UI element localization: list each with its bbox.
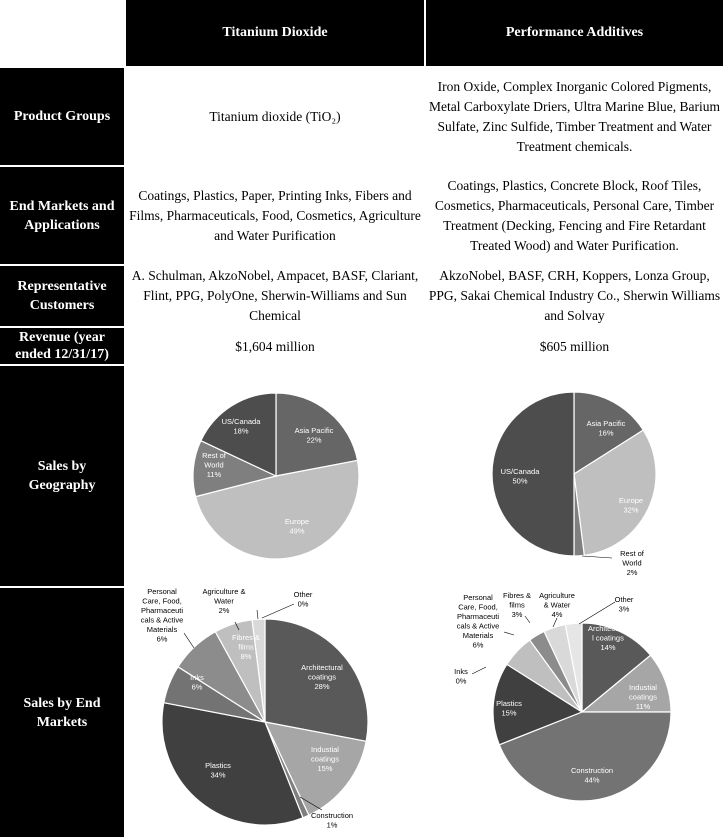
pie-label-row: Rest of World 2% (620, 549, 644, 577)
pie-label-personal: Personal Care, Food, Pharmaceuti cals & Active Materials 6% (456, 593, 500, 650)
pie-label-row: Rest of World 11% (202, 451, 226, 479)
pie-label-plastics: Plastics 34% (205, 761, 231, 780)
leader-line (582, 556, 612, 558)
header-blank-cell (0, 0, 124, 66)
pie-label-other: Other 0% (293, 590, 313, 609)
pie-label-plastics: Plastics 15% (496, 699, 522, 718)
row-label-end-market-sales: Sales by End Markets (0, 588, 124, 837)
pie-label-fibres: Fibres & films 8% (232, 633, 260, 661)
pie-label-asia: Asia Pacific 16% (586, 419, 626, 438)
end-markets-tio2: Coatings, Plastics, Paper, Printing Inks, Fibers and Films, Pharmaceuticals, Food, Cosmetics, Agriculture and Water Purification (126, 167, 424, 264)
pie-label-us: US/Canada 50% (500, 467, 540, 486)
header-titanium-dioxide: Titanium Dioxide (126, 0, 424, 66)
leader-line (525, 616, 530, 623)
pie-label-europe: Europe 32% (618, 496, 644, 515)
end-tio2-cell (126, 588, 424, 837)
pie-label-other: Other 3% (614, 595, 634, 614)
row-label-geography: Sales by Geography (0, 366, 124, 586)
product-groups-tio2: Titanium dioxide (TiO₂) (126, 68, 424, 165)
pie-label-personal: Personal Care, Food, Pharmaceuti cals & Active Materials 6% (140, 588, 184, 644)
pie-label-arch: Architectura l coatings 14% (587, 624, 629, 652)
geo-tio2-cell (126, 366, 424, 586)
pie-label-agri: Agriculture & Water 4% (539, 591, 575, 619)
end-pa-pie-chart (426, 588, 723, 837)
geo-pa-pie-chart (426, 366, 723, 586)
geo-pa-cell (426, 366, 723, 586)
customers-tio2: A. Schulman, AkzoNobel, Ampacet, BASF, Clariant, Flint, PPG, PolyOne, Sherwin-Williams and Sun Chemical (126, 266, 424, 326)
row-label-product-groups: Product Groups (0, 68, 124, 165)
revenue-pa: $605 million (426, 328, 723, 364)
customers-pa: AkzoNobel, BASF, CRH, Koppers, Lonza Group, PPG, Sakai Chemical Industry Co., Sherwin Williams and Solvay (426, 266, 723, 326)
pie-label-fibres: Fibres & films 3% (503, 591, 531, 619)
row-label-customers: Representative Customers (0, 266, 124, 326)
end-pa-cell (426, 588, 723, 837)
geo-tio2-pie-chart (126, 366, 424, 586)
row-label-revenue: Revenue (year ended 12/31/17) (0, 328, 124, 364)
pie-label-ind: Industial coatings 11% (629, 683, 657, 711)
product-groups-pa: Iron Oxide, Complex Inorganic Colored Pigments, Metal Carboxylate Driers, Ultra Marine Blue, Barium Sulfate, Zinc Sulfide, Timber Treatment and Water Treatment chemicals. (426, 68, 723, 165)
leader-line (579, 602, 615, 624)
leader-line (257, 610, 258, 619)
pie-label-us: US/Canada 18% (221, 417, 261, 436)
revenue-tio2: $1,604 million (126, 328, 424, 364)
leader-line (184, 633, 194, 648)
row-label-end-markets: End Markets and Applications (0, 167, 124, 264)
pie-label-asia: Asia Pacific 22% (294, 426, 334, 445)
leader-line (504, 632, 514, 635)
header-performance-additives: Performance Additives (426, 0, 723, 66)
pie-label-agri: Agriculture & Water 2% (202, 588, 246, 615)
pie-label-arch: Architectural coatings 28% (301, 663, 343, 691)
end-tio2-pie-chart (126, 588, 424, 837)
end-markets-pa: Coatings, Plastics, Concrete Block, Roof Tiles, Cosmetics, Pharmaceuticals, Personal Care, Timber Treatment (Decking, Fencing and Fire Retardant Treated Wood) and Water Purification. (426, 167, 723, 264)
pie-label-inks: Inks 6% (190, 673, 204, 692)
pie-label-europe: Europe 49% (284, 517, 310, 536)
pie-label-ind: Industial coatings 15% (311, 745, 339, 773)
leader-line (262, 604, 294, 618)
pie-label-constr: Construction 44% (570, 766, 614, 785)
pie-label-inks: Inks 0% (454, 667, 468, 686)
leader-line (553, 618, 557, 627)
leader-line (472, 667, 486, 674)
pie-label-constr: Construction 1% (310, 811, 354, 830)
